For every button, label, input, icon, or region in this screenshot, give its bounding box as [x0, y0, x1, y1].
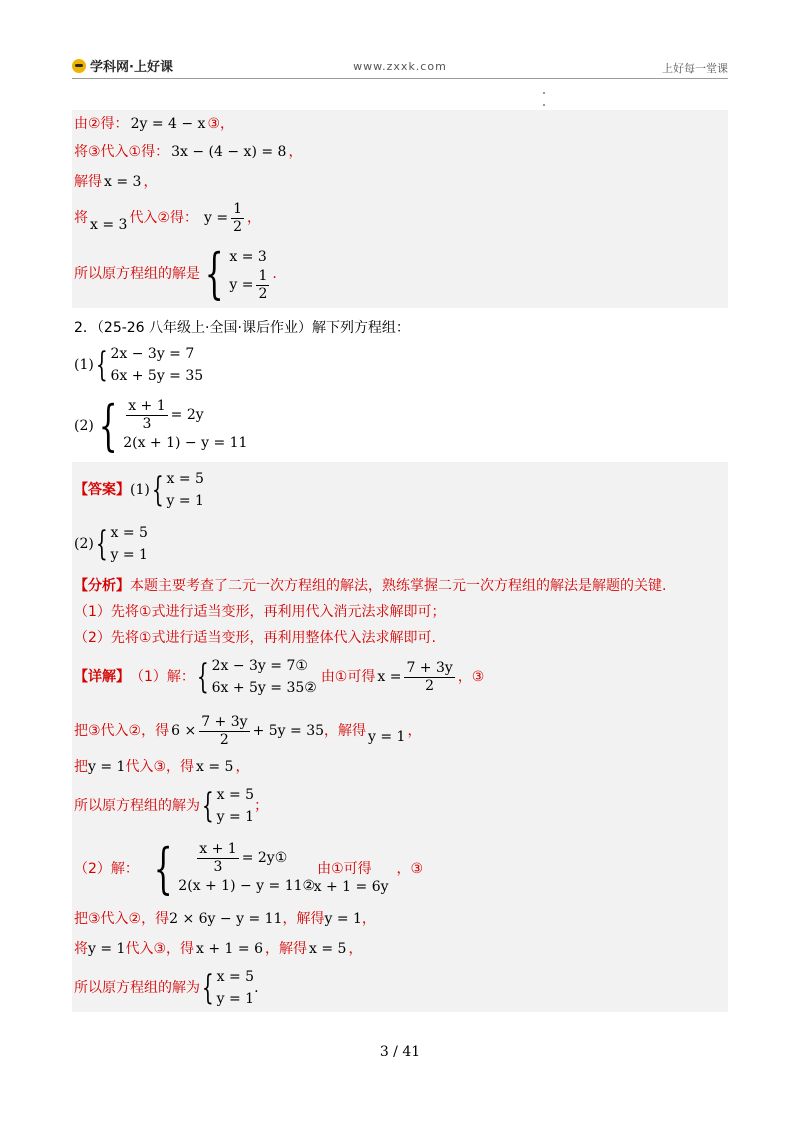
step-text: 把③代入②，得 [74, 910, 170, 927]
step-text: ， [143, 173, 158, 190]
step-text: ， [247, 209, 262, 226]
step-text: ， [361, 910, 376, 927]
step-text: 所以原方程组的解为 [74, 979, 200, 996]
equation-system: { 2x − 3y = 7 6x + 5y = 35 [95, 345, 204, 385]
equation-system: { x = 3 y = $\frac{1}{2}$ [204, 242, 268, 305]
detail-line-8 [74, 966, 259, 1010]
step-text: 将③代入①得： [74, 143, 170, 160]
step-text: ； [254, 797, 269, 814]
step-text: ，解得 [282, 910, 325, 927]
site-url: www.zxxk.com [353, 60, 447, 73]
step-line [74, 112, 234, 136]
equation: x = 3 [90, 216, 128, 233]
equation-system: { $\frac{x + 1}{3}$ = 2y① 2(x + 1) − y = 11② [153, 837, 316, 900]
detail-line-3 [74, 756, 249, 778]
question-part-1 [74, 342, 203, 388]
step-text: ，③ [457, 668, 485, 685]
equation: + 5y = 35 [252, 722, 325, 739]
step-text: 由②得： [74, 115, 129, 132]
step-text: ，解得 [324, 722, 367, 739]
step-text: ，③ [396, 860, 424, 877]
part-label: (1) [130, 481, 150, 498]
detail-line-5 [74, 836, 423, 902]
equation: y = 1 [324, 910, 362, 927]
fraction: $\frac{1}{2}$ [233, 201, 243, 235]
step-text: （1）解： [130, 668, 195, 685]
decor-dot [543, 92, 545, 94]
equation: x + 1 = 6y [313, 878, 389, 895]
step-text: （2）解： [74, 860, 139, 877]
part-label: (1) [74, 356, 94, 373]
detail-line-2 [74, 710, 421, 752]
step-text: 代入②得： [129, 209, 198, 226]
step-text: 解得 [74, 173, 102, 190]
equation: x = 5 [309, 940, 347, 957]
equation: y = 1 [88, 758, 126, 775]
step-text: 由①可得 [320, 668, 376, 685]
step-text: ， [407, 722, 422, 739]
step-text: 代入③，得 [125, 940, 195, 957]
step-text: 代入③，得 [125, 758, 195, 775]
header-slogan: 上好每一堂课 [662, 62, 728, 75]
fraction: $\frac{7 + 3y}{2}$ [201, 714, 248, 748]
page-header [72, 54, 728, 79]
step-line [74, 170, 157, 194]
step-line [74, 198, 261, 238]
detail-line-1 [74, 654, 484, 700]
step-text: 由①可得 [317, 860, 372, 877]
equation: x = [377, 668, 402, 685]
step-text: ③， [207, 115, 235, 132]
step-text: 所以原方程组的解是 [74, 265, 200, 282]
equation: 6 × [171, 722, 197, 739]
equation-system: { x = 5 y = 1 [201, 968, 255, 1008]
step-text: 将 [74, 209, 88, 226]
detail-line-7 [74, 938, 362, 960]
analysis-step-1: （1）先将①式进行适当变形，再利用代入消元法求解即可； [74, 603, 446, 620]
step-line [74, 140, 302, 164]
equation-system: { x = 5 y = 1 [151, 470, 204, 510]
analysis-tag: 【分析】 [74, 577, 130, 594]
step-text: . [254, 979, 259, 996]
step-text: 所以原方程组的解为 [74, 797, 200, 814]
equation-system: { x = 5 y = 1 [201, 786, 255, 826]
equation: x = 5 [196, 758, 234, 775]
decor-dot [543, 104, 545, 106]
step-text: . [272, 265, 277, 282]
answer-tag: 【答案】 [74, 481, 130, 498]
part-label: (2) [74, 417, 94, 434]
equation-system: { 2x − 3y = 7① 6x + 5y = 35② [196, 657, 317, 697]
equation: 2y = 4 − x [130, 115, 206, 132]
equation: x + 1 = 6 [196, 940, 263, 957]
step-text: 把③代入②，得 [74, 722, 170, 739]
equation: x = 3 [104, 173, 142, 190]
step-text: ， [348, 940, 363, 957]
equation: 3x − (4 − x) = 8 [171, 143, 287, 160]
question-part-2 [74, 394, 247, 458]
analysis-step-2: （2）先将①式进行适当变形，再利用整体代入法求解即可. [74, 629, 436, 646]
step-text: ， [288, 143, 303, 160]
part-label: (2) [74, 535, 94, 552]
analysis-line [74, 576, 666, 596]
equation-system: { x = 5 y = 1 [95, 524, 148, 564]
detail-tag: 【详解】 [74, 668, 130, 685]
detail-line-4 [74, 784, 268, 828]
equation: y = 1 [88, 940, 126, 957]
answer-line-1 [74, 468, 204, 512]
answer-line-2 [74, 522, 148, 566]
question-title: 2．（25-26 八年级上·全国·课后作业）解下列方程组： [74, 319, 410, 336]
step-text: ， [235, 758, 250, 775]
step-text: ，解得 [265, 940, 307, 957]
analysis-text: 本题主要考查了二元一次方程组的解法，熟练掌握二元一次方程组的解法是解题的关键. [130, 577, 667, 594]
equation: y = [204, 209, 229, 226]
step-text: 将 [74, 940, 88, 957]
logo-text: 学科网·上好课 [90, 60, 173, 75]
equation-system: { $\frac{x + 1}{3}$ = 2y 2(x + 1) − y = 11 [98, 394, 248, 457]
fraction: $\frac{7 + 3y}{2}$ [406, 660, 453, 694]
page-number: 3 / 41 [379, 1044, 421, 1060]
step-text: 把 [74, 758, 88, 775]
step-line [74, 244, 277, 304]
detail-line-6 [74, 908, 376, 930]
equation: y = 1 [368, 728, 406, 745]
equation: 2 × 6y − y = 11 [169, 910, 283, 927]
